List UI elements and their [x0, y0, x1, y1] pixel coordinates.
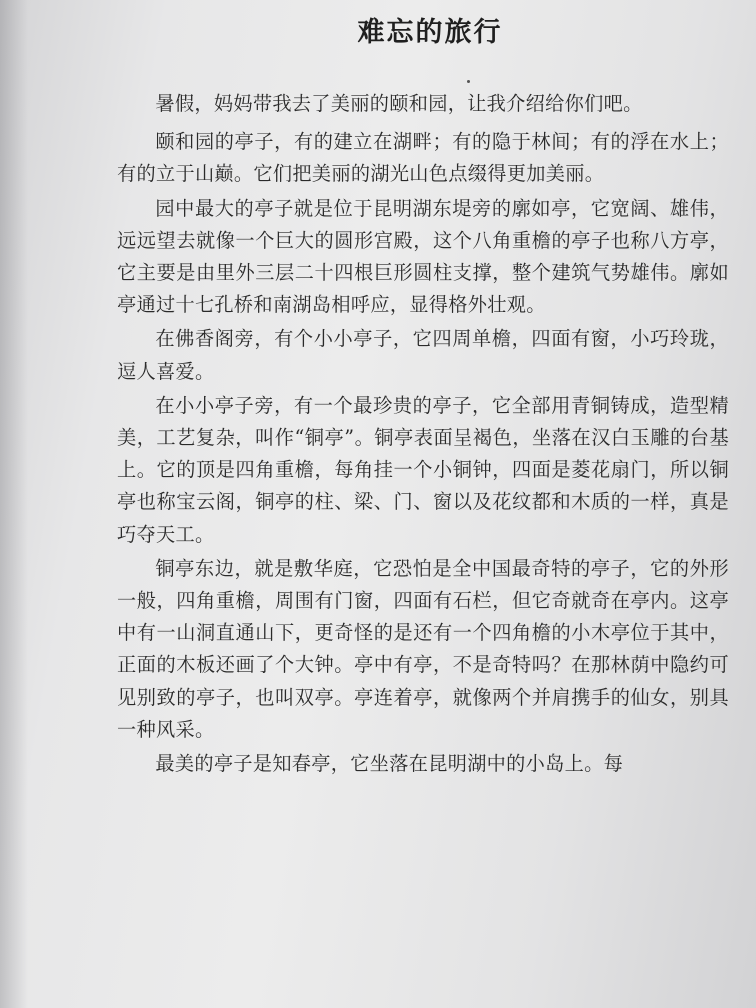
paragraph-4: 在佛香阁旁，有个小小亭子，它四周单檐，四面有窗，小巧玲珑，逗人喜爱。: [117, 327, 729, 383]
document-title: 难忘的旅行: [357, 17, 503, 48]
paragraph-7: 最美的亭子是知春亭，它坐落在昆明湖中的小岛上。每: [155, 752, 624, 776]
paragraph-2: 颐和园的亭子，有的建立在湖畔；有的隐于林间；有的浮在水上；有的立于山巅。它们把美丽的湖光山色点缀得更加美丽。: [117, 130, 729, 186]
paragraph-1: 暑假，妈妈带我去了美丽的颐和园，让我介绍给你们吧。: [155, 92, 643, 115]
paragraph-3: 园中最大的亭子就是位于昆明湖东堤旁的廓如亭，它宽阔、雄伟，远远望去就像一个巨大的圆形宫殿，这个八角重檐的亭子也称八方亭，它主要是由里外三层二十四根巨形圆柱支撑，整个建筑气势雄伟。廓如亭通过十七孔桥和南湖岛相呼应，显得格外壮观。: [117, 196, 729, 317]
paper-speck: [467, 80, 470, 83]
paragraph-6: 铜亭东边，就是敷华庭，它恐怕是全中国最奇特的亭子，它的外形一般，四角重檐，周围有门窗，四面有石栏，但它奇就奇在亭内。这亭中有一山洞直通山下，更奇怪的是还有一个四角檐的小木亭位于其中，正面的木板还画了个大钟。亭中有亭，不是奇特吗？在那林荫中隐约可见别致的亭子，也叫双亭。亭连着亭，就像两个并肩携手的仙女，别具一种风采。: [117, 556, 729, 741]
page-shadow: [0, 0, 28, 1008]
paragraph-5: 在小小亭子旁，有一个最珍贵的亭子，它全部用青铜铸成，造型精美，工艺复杂，叫作“铜亭”。铜亭表面呈褐色，坐落在汉白玉雕的台基上。它的顶是四角重檐，每角挂一个小铜钟，四面是菱花扇门，所以铜亭也称宝云阁，铜亭的柱、梁、门、窗以及花纹都和木质的一样，真是巧夺天工。: [117, 393, 729, 546]
document-body: [117, 88, 729, 780]
